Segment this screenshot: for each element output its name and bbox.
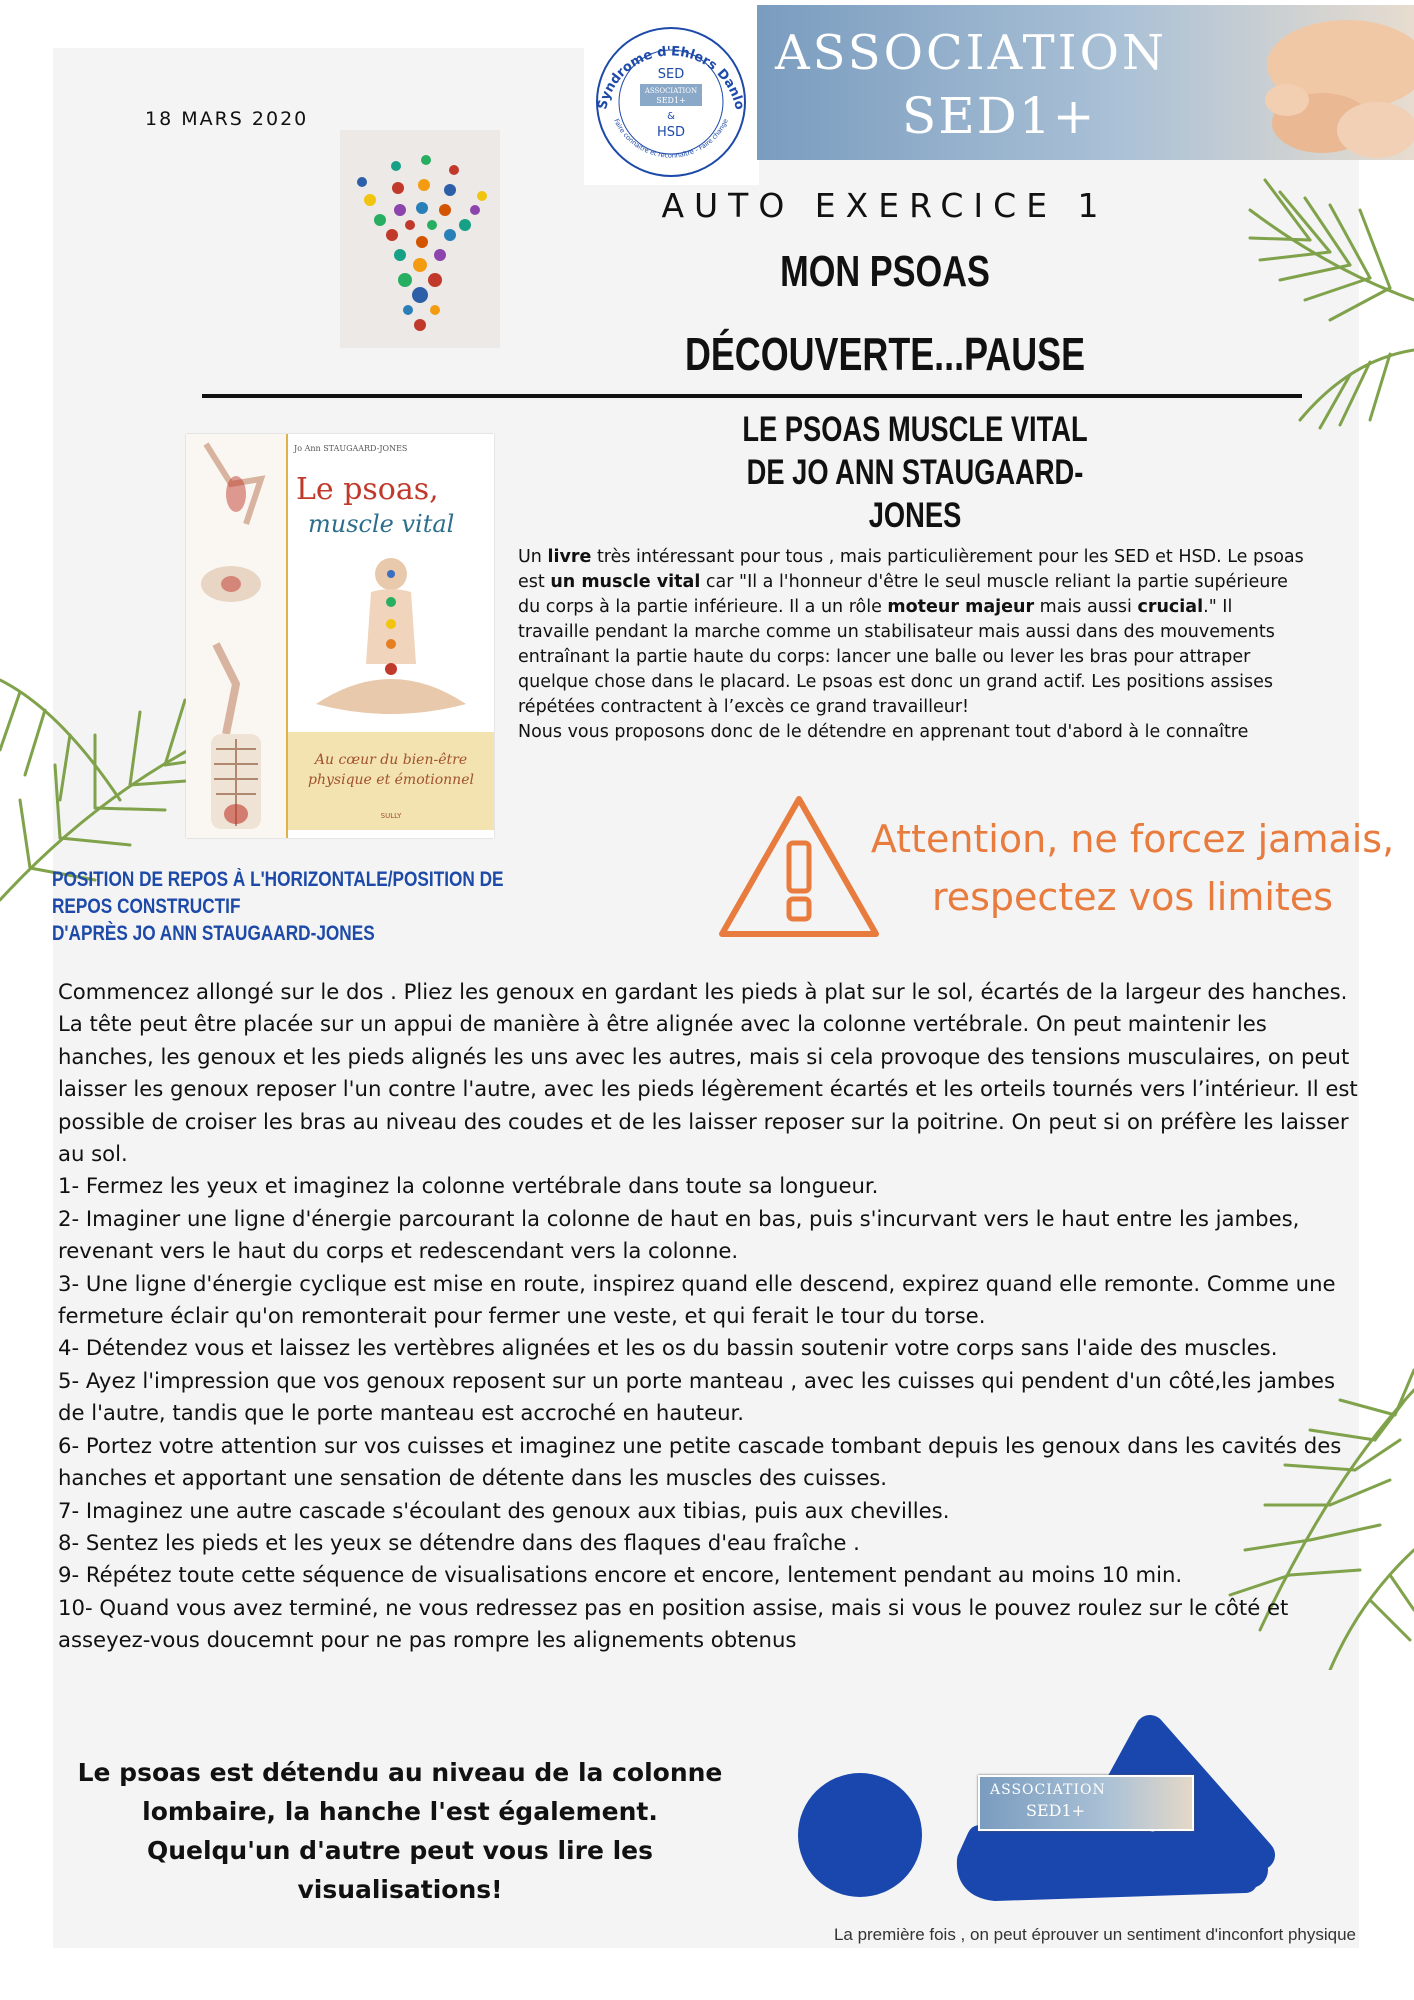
badge-line-2: SED1+ <box>1026 1801 1086 1820</box>
book-reference-line-2: DE JO ANN STAUGAARD-JONES <box>746 453 1084 535</box>
instructions-intro: Commencez allongé sur le dos . Pliez les genoux en gardant les pieds à plat sur le sol, écartés de la largeur des hanches. La tête peut être placée sur un appui de manière à être alignée avec la colonne vertébrale. On peut maintenir les hanches, les genoux et les pieds alignés les uns avec les autres, mais si cela provoque des tensions musculaires, on peut laisser les genoux reposer l'un contre l'autre, avec les pieds légèrement écartés et les orteils tournés vers l’intérieur. Il est possible de croiser les bras au niveau des coudes et de les laisser reposer sur la poitrine. On peut si on préfère les laisser au sol. <box>58 979 1358 1167</box>
cover-publisher: SULLY <box>380 812 402 820</box>
banner-subtitle: SED1+ <box>902 87 1097 145</box>
cover-title-1: Le psoas, <box>296 472 439 507</box>
intro-paragraph: Un livre très intéressant pour tous , mais particulièrement pour les SED et HSD. Le psoas est un muscle vital car "Il a l'honneur d'être le seul muscle reliant la partie supérieure du corps à la partie inférieure. Il a un rôle moteur majeur mais aussi crucial." Il travaille pendant la marche comme un stabilisateur mais aussi dans des mouvements entraînant la partie haute du corps: lancer une balle ou lever les bras pour attraper quelque chose dans le placard. Le psoas est donc un grand actif. Les positions assises répétées contractent à l’excès ce grand travailleur! Nous vous proposons donc de le détendre en apprenant tout d'abord à le connaître <box>518 547 1304 742</box>
warning-line-1: Attention, ne forcez jamais, <box>870 817 1395 861</box>
handprint-image <box>340 130 500 348</box>
association-banner <box>757 5 1414 160</box>
title-divider <box>202 394 1302 398</box>
banner-title: ASSOCIATION <box>775 25 1167 81</box>
position-title-line-2: D'APRÈS JO ANN STAUGAARD-JONES <box>52 922 375 945</box>
exercise-kicker: AUTO EXERCICE 1 <box>661 186 1109 225</box>
baby-hand-image <box>1227 5 1414 160</box>
book-cover <box>186 434 494 838</box>
page-title: MON PSOAS <box>780 247 990 296</box>
association-badge <box>978 1775 1194 1831</box>
meditation-figure <box>296 544 486 734</box>
position-title <box>52 866 528 947</box>
cover-title-2: muscle vital <box>308 510 455 538</box>
position-title-line-1: POSITION DE REPOS À L'HORIZONTALE/POSITION DE REPOS CONSTRUCTIF <box>52 868 504 918</box>
step-9: 9- Répétez toute cette séquence de visualisations encore et encore, lentement pendant au moins 10 min. <box>58 1562 1183 1588</box>
step-3: 3- Une ligne d'énergie cyclique est mise en route, inspirez quand elle descend, expirez quand elle remonte. Comme une fermeture éclair qu'on remonterait pour fermer une veste, et qui ferait le tour du torse. <box>58 1270 1336 1329</box>
palm-leaf-top-right <box>1210 150 1414 430</box>
logo-assoc2: SED1+ <box>656 96 686 105</box>
badge-line-1: ASSOCIATION <box>990 1782 1106 1798</box>
cover-author: Jo Ann STAUGAARD-JONES <box>294 444 408 453</box>
step-4: 4- Détendez vous et laissez les vertèbres alignées et les os du bassin soutenir votre corps sans l'aide des muscles. <box>58 1335 1278 1361</box>
cover-subtitle-1: Au cœur du bien-être <box>314 752 468 768</box>
cover-subtitle-2: physique et émotionnel <box>308 772 474 788</box>
sed-hsd-logo <box>584 20 759 185</box>
warning-line-2: respectez vos limites <box>931 875 1334 919</box>
step-10: 10- Quand vous avez terminé, ne vous redressez pas en position assise, mais si vous le pouvez roulez sur le côté et asseyez-vous doucemnt pour ne pas rompre les alignements obtenus <box>58 1594 1289 1653</box>
page-subtitle: DÉCOUVERTE...PAUSE <box>684 328 1086 380</box>
step-7: 7- Imaginez une autre cascade s'écoulant des genoux aux tibias, puis aux chevilles. <box>58 1497 950 1523</box>
step-2: 2- Imaginer une ligne d'énergie parcourant la colonne de haut en bas, puis s'incurvant vers le haut entre les jambes, revenant vers le haut du corps et redescendant vers la colonne. <box>58 1205 1300 1264</box>
logo-ring-text: Syndrome d'Ehlers Danlo <box>595 44 747 112</box>
logo-assoc: ASSOCIATION <box>644 87 698 95</box>
step-8: 8- Sentez les pieds et les yeux se détendre dans des flaques d'eau fraîche . <box>58 1529 860 1555</box>
warning-text <box>855 810 1410 926</box>
cover-illustrations <box>186 434 286 838</box>
logo-amp: & <box>667 111 675 122</box>
instructions-text <box>58 976 1358 1657</box>
logo-sed: SED <box>657 67 685 82</box>
step-6: 6- Portez votre attention sur vos cuisses et imaginez une petite cascade tombant depuis les genoux dans les cavités des hanches et apportant une sensation de détente dans les muscles des cuisses. <box>58 1432 1342 1491</box>
book-reference-line-1: LE PSOAS MUSCLE VITAL <box>742 410 1088 449</box>
step-5: 5- Ayez l'impression que vos genoux reposent sur un porte manteau , avec les cuisses qui pendent d'un côté,les jambes de l'autre, tandis que le porte manteau est accroché en hauteur. <box>58 1367 1335 1426</box>
logo-hsd: HSD <box>656 125 686 140</box>
closing-note: Le psoas est détendu au niveau de la colonne lombaire, la hanche l'est également. Quelqu'un d'autre peut vous lire les visualisations! <box>77 1758 723 1904</box>
book-reference-title <box>701 408 1130 537</box>
date: 18 MARS 2020 <box>145 108 309 130</box>
step-1: 1- Fermez les yeux et imaginez la colonne vertébrale dans toute sa longueur. <box>58 1173 879 1199</box>
footnote: La première fois , on peut éprouver un sentiment d'inconfort physique <box>833 1925 1356 1944</box>
logo-bottom-text: Faire connaître et reconnaître - Faire change <box>612 117 730 160</box>
